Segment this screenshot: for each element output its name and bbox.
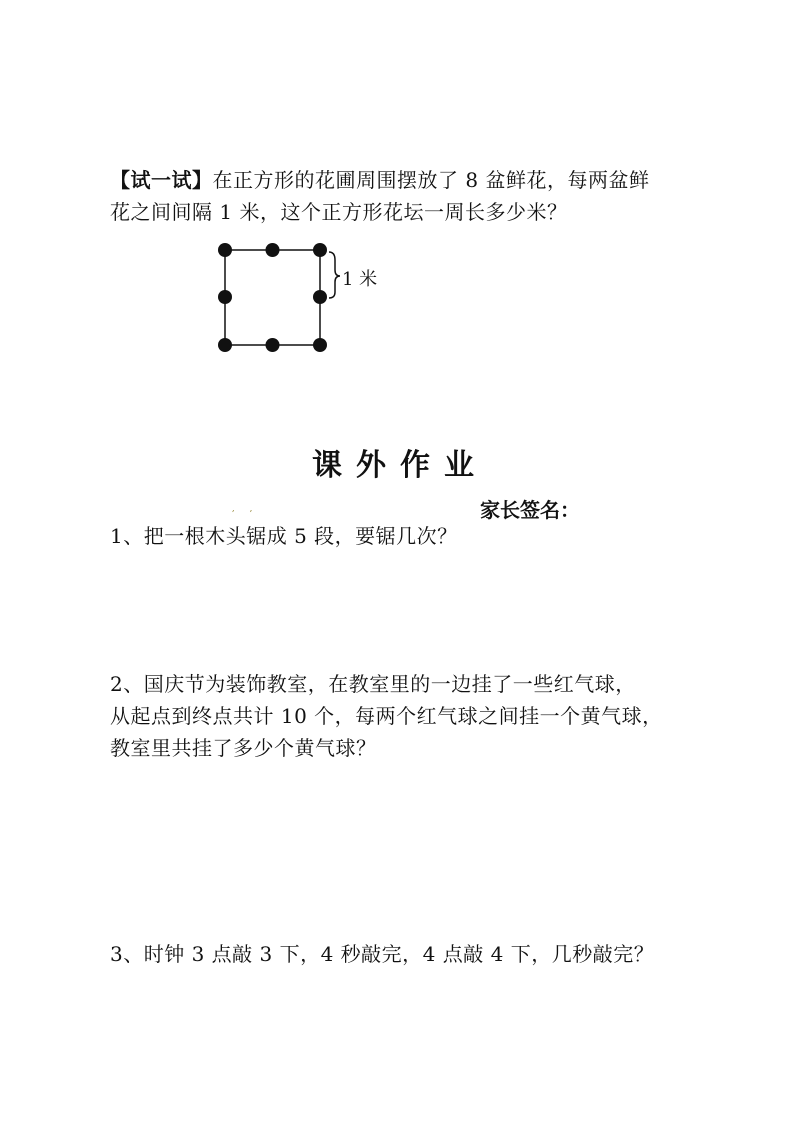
parent-signature-label: 家长签名：	[480, 498, 580, 522]
try-question-line-1	[110, 166, 649, 194]
flower-pot-dot	[266, 243, 280, 257]
try-question-text-1: 在正方形的花圃周围摆放了 8 盆鲜花，每两盆鲜	[212, 168, 650, 192]
question-2-line-1: 2、国庆节为装饰教室，在教室里的一边挂了一些红气球，	[110, 672, 636, 696]
flower-pot-dot	[313, 243, 327, 257]
question-1: 1、把一根木头锯成 5 段，要锯几次？	[110, 524, 458, 548]
homework-title: 课外作业	[312, 448, 488, 483]
flower-bed-figure	[205, 232, 405, 362]
question-3: 3、时钟 3 点敲 3 下，4 秒敲完，4 点敲 4 下，几秒敲完？	[110, 942, 655, 966]
spacing-label: 1 米	[342, 269, 378, 290]
flower-pot-dot	[218, 243, 232, 257]
try-tag: 【试一试】	[110, 168, 213, 192]
stray-marks: , ,	[232, 504, 253, 513]
flower-pot-dot	[218, 290, 232, 304]
flower-pots	[218, 243, 327, 352]
curly-brace-icon	[329, 252, 340, 298]
flower-pot-dot	[218, 338, 232, 352]
question-2-line-2: 从起点到终点共计 10 个，每两个红气球之间挂一个黄气球，	[110, 704, 663, 728]
square-outline	[225, 250, 320, 345]
flower-pot-dot	[266, 338, 280, 352]
try-question-line-2: 花之间间隔 1 米，这个正方形花坛一周长多少米？	[110, 200, 568, 224]
question-2-line-3: 教室里共挂了多少个黄气球？	[110, 736, 377, 760]
flower-pot-dot	[313, 338, 327, 352]
flower-pot-dot	[313, 290, 327, 304]
